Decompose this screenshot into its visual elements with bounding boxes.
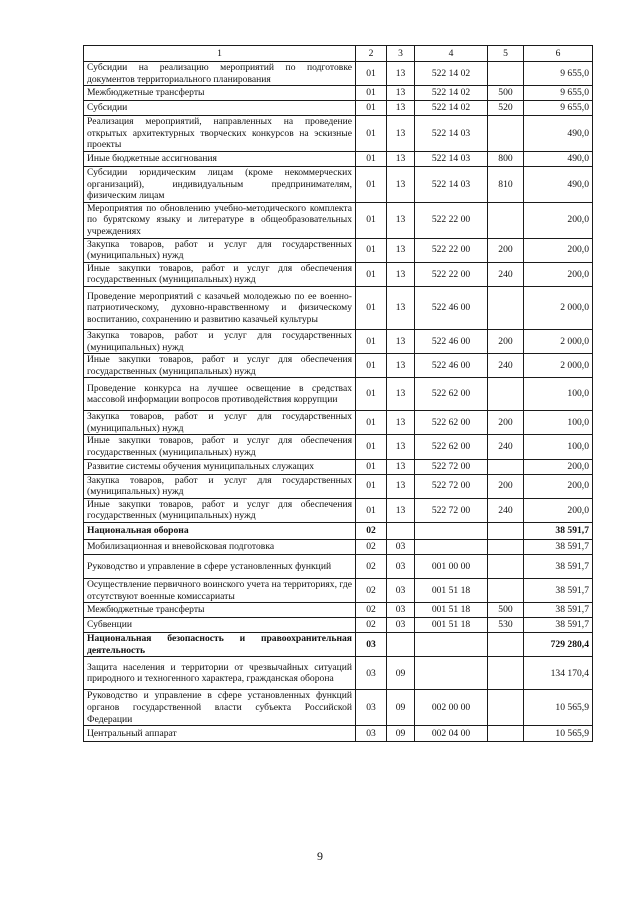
row-section-code: 03: [356, 657, 387, 690]
row-section-code: 01: [356, 459, 387, 474]
row-amount: 134 170,4: [524, 657, 593, 690]
row-target-article: 522 14 02: [415, 101, 488, 116]
row-subsection-code: [387, 633, 415, 657]
row-amount: 490,0: [524, 116, 593, 152]
row-section-code: 02: [356, 523, 387, 540]
row-target-article: 522 62 00: [415, 411, 488, 435]
row-expense-type: [488, 202, 524, 238]
table-row: [84, 411, 593, 435]
row-expense-type: 800: [488, 151, 524, 166]
row-section-code: 01: [356, 116, 387, 152]
row-subsection-code: 03: [387, 618, 415, 633]
row-subsection-code: 03: [387, 603, 415, 618]
row-expense-type: 530: [488, 618, 524, 633]
table-row: [84, 166, 593, 202]
row-expense-type: [488, 116, 524, 152]
table-row: [84, 262, 593, 286]
table-row: [84, 618, 593, 633]
row-expense-type: [488, 726, 524, 742]
row-subsection-code: 13: [387, 101, 415, 116]
row-subsection-code: 03: [387, 579, 415, 603]
row-target-article: 522 14 03: [415, 166, 488, 202]
row-name: Субсидии юридическим лицам (кроме некоммерческих организаций), индивидуальным предпринимателям, физическим лицам: [84, 166, 356, 202]
row-section-code: 03: [356, 690, 387, 726]
table-row: [84, 101, 593, 116]
row-target-article: 522 22 00: [415, 262, 488, 286]
row-amount: 2 000,0: [524, 286, 593, 329]
row-section-code: 01: [356, 262, 387, 286]
table-row: [84, 603, 593, 618]
row-amount: 200,0: [524, 474, 593, 498]
row-name: Мобилизационная и вневойсковая подготовка: [84, 540, 356, 555]
row-name: Закупка товаров, работ и услуг для государственных (муниципальных) нужд: [84, 238, 356, 262]
row-subsection-code: 13: [387, 459, 415, 474]
row-target-article: 002 00 00: [415, 690, 488, 726]
row-target-article: 522 14 02: [415, 62, 488, 86]
row-section-code: 01: [356, 86, 387, 101]
row-name: Развитие системы обучения муниципальных служащих: [84, 459, 356, 474]
row-name: Реализация мероприятий, направленных на проведение открытых архитектурных творческих конкурсов на эскизные проекты: [84, 116, 356, 152]
header-col-6: 6: [524, 46, 593, 62]
row-name: Осуществление первичного воинского учета на территориях, где отсутствуют военные комиссариаты: [84, 579, 356, 603]
table-row: [84, 657, 593, 690]
row-expense-type: [488, 633, 524, 657]
row-name: Мероприятия по обновлению учебно-методического комплекта по бурятскому языку и литературе в общеобразовательных учреждениях: [84, 202, 356, 238]
table-row: [84, 435, 593, 459]
row-section-code: 01: [356, 435, 387, 459]
row-amount: 200,0: [524, 262, 593, 286]
row-subsection-code: 13: [387, 378, 415, 411]
row-subsection-code: 09: [387, 690, 415, 726]
row-target-article: 522 14 03: [415, 116, 488, 152]
table-row: [84, 329, 593, 353]
row-expense-type: [488, 579, 524, 603]
row-target-article: 522 14 02: [415, 86, 488, 101]
row-name: Проведение конкурса на лучшее освещение в средствах массовой информации вопросов противодействия коррупции: [84, 378, 356, 411]
row-target-article: 001 00 00: [415, 555, 488, 579]
row-expense-type: [488, 540, 524, 555]
row-expense-type: 520: [488, 101, 524, 116]
row-amount: 200,0: [524, 459, 593, 474]
row-name: Иные закупки товаров, работ и услуг для обеспечения государственных (муниципальных) нужд: [84, 354, 356, 378]
row-subsection-code: 13: [387, 262, 415, 286]
row-target-article: 522 62 00: [415, 435, 488, 459]
row-name: Иные закупки товаров, работ и услуг для обеспечения государственных (муниципальных) нужд: [84, 498, 356, 522]
row-expense-type: [488, 459, 524, 474]
row-name: Руководство и управление в сфере установленных функций: [84, 555, 356, 579]
row-amount: 200,0: [524, 238, 593, 262]
row-amount: 100,0: [524, 378, 593, 411]
row-name: Субвенции: [84, 618, 356, 633]
row-target-article: [415, 633, 488, 657]
row-expense-type: 240: [488, 262, 524, 286]
row-amount: 38 591,7: [524, 579, 593, 603]
budget-table: [83, 45, 593, 742]
row-amount: 729 280,4: [524, 633, 593, 657]
row-subsection-code: 13: [387, 435, 415, 459]
row-amount: 9 655,0: [524, 62, 593, 86]
row-target-article: [415, 523, 488, 540]
row-subsection-code: 03: [387, 540, 415, 555]
row-section-code: 01: [356, 101, 387, 116]
row-target-article: [415, 540, 488, 555]
row-expense-type: 240: [488, 435, 524, 459]
row-target-article: 522 62 00: [415, 378, 488, 411]
row-expense-type: [488, 657, 524, 690]
row-name: Межбюджетные трансферты: [84, 86, 356, 101]
row-section-code: 01: [356, 166, 387, 202]
header-col-4: 4: [415, 46, 488, 62]
row-amount: 200,0: [524, 498, 593, 522]
row-expense-type: [488, 62, 524, 86]
row-name: Центральный аппарат: [84, 726, 356, 742]
row-name: Закупка товаров, работ и услуг для государственных (муниципальных) нужд: [84, 474, 356, 498]
table-row: [84, 633, 593, 657]
row-subsection-code: 13: [387, 238, 415, 262]
row-target-article: 522 46 00: [415, 329, 488, 353]
header-col-2: 2: [356, 46, 387, 62]
table-body: [84, 62, 593, 742]
row-expense-type: [488, 555, 524, 579]
header-col-3: 3: [387, 46, 415, 62]
table-row: [84, 726, 593, 742]
row-section-code: 02: [356, 579, 387, 603]
table-row: [84, 62, 593, 86]
row-section-code: 01: [356, 238, 387, 262]
row-target-article: 001 51 18: [415, 579, 488, 603]
row-amount: 2 000,0: [524, 329, 593, 353]
row-amount: 100,0: [524, 411, 593, 435]
table-row: [84, 555, 593, 579]
table-row: [84, 579, 593, 603]
row-section-code: 03: [356, 633, 387, 657]
table-row: [84, 459, 593, 474]
row-amount: 490,0: [524, 151, 593, 166]
row-section-code: 01: [356, 411, 387, 435]
row-expense-type: 810: [488, 166, 524, 202]
table-row: [84, 498, 593, 522]
row-expense-type: 200: [488, 474, 524, 498]
row-expense-type: 500: [488, 86, 524, 101]
row-expense-type: [488, 378, 524, 411]
row-expense-type: [488, 690, 524, 726]
row-section-code: 01: [356, 286, 387, 329]
row-section-code: 01: [356, 202, 387, 238]
row-target-article: 522 72 00: [415, 498, 488, 522]
row-subsection-code: 13: [387, 354, 415, 378]
row-subsection-code: 13: [387, 166, 415, 202]
row-subsection-code: [387, 523, 415, 540]
row-name: Межбюджетные трансферты: [84, 603, 356, 618]
row-name: Закупка товаров, работ и услуг для государственных (муниципальных) нужд: [84, 329, 356, 353]
row-target-article: 522 72 00: [415, 459, 488, 474]
row-name: Субсидии на реализацию мероприятий по подготовке документов территориального планирования: [84, 62, 356, 86]
row-amount: 9 655,0: [524, 86, 593, 101]
row-section-code: 01: [356, 378, 387, 411]
row-expense-type: [488, 523, 524, 540]
table-row: [84, 202, 593, 238]
row-subsection-code: 13: [387, 286, 415, 329]
row-name: Национальная безопасность и правоохранительная деятельность: [84, 633, 356, 657]
row-expense-type: 200: [488, 238, 524, 262]
row-target-article: 522 22 00: [415, 238, 488, 262]
page-number: 9: [317, 849, 323, 863]
row-amount: 9 655,0: [524, 101, 593, 116]
row-subsection-code: 13: [387, 411, 415, 435]
header-row: [84, 46, 593, 62]
row-name: Иные закупки товаров, работ и услуг для обеспечения государственных (муниципальных) нужд: [84, 435, 356, 459]
header-col-1: 1: [84, 46, 356, 62]
row-section-code: 02: [356, 618, 387, 633]
row-target-article: 522 72 00: [415, 474, 488, 498]
table-row: [84, 378, 593, 411]
table-row: [84, 116, 593, 152]
table-row: [84, 86, 593, 101]
table-row: [84, 151, 593, 166]
row-expense-type: 500: [488, 603, 524, 618]
row-subsection-code: 09: [387, 726, 415, 742]
row-amount: 100,0: [524, 435, 593, 459]
row-subsection-code: 13: [387, 62, 415, 86]
row-subsection-code: 03: [387, 555, 415, 579]
row-amount: 10 565,9: [524, 690, 593, 726]
row-name: Национальная оборона: [84, 523, 356, 540]
table-row: [84, 540, 593, 555]
row-amount: 38 591,7: [524, 523, 593, 540]
table-row: [84, 238, 593, 262]
row-subsection-code: 13: [387, 498, 415, 522]
row-section-code: 02: [356, 603, 387, 618]
row-amount: 200,0: [524, 202, 593, 238]
row-target-article: 522 22 00: [415, 202, 488, 238]
row-name: Проведение мероприятий с казачьей молодежью по ее военно-патриотическому, духовно-нравственному и физическому воспитанию, сохранению и развитию казачьей культуры: [84, 286, 356, 329]
row-section-code: 01: [356, 151, 387, 166]
row-section-code: 01: [356, 498, 387, 522]
row-subsection-code: 13: [387, 151, 415, 166]
row-expense-type: 200: [488, 411, 524, 435]
row-section-code: 02: [356, 555, 387, 579]
row-name: Защита населения и территории от чрезвычайных ситуаций природного и техногенного характера, гражданская оборона: [84, 657, 356, 690]
row-target-article: 522 14 03: [415, 151, 488, 166]
row-name: Закупка товаров, работ и услуг для государственных (муниципальных) нужд: [84, 411, 356, 435]
row-subsection-code: 13: [387, 86, 415, 101]
row-target-article: 522 46 00: [415, 286, 488, 329]
row-target-article: 002 04 00: [415, 726, 488, 742]
row-target-article: 001 51 18: [415, 603, 488, 618]
row-amount: 38 591,7: [524, 555, 593, 579]
header-col-5: 5: [488, 46, 524, 62]
table-row: [84, 354, 593, 378]
table-row: [84, 474, 593, 498]
table-row: [84, 523, 593, 540]
row-section-code: 01: [356, 474, 387, 498]
row-section-code: 01: [356, 354, 387, 378]
row-amount: 490,0: [524, 166, 593, 202]
row-amount: 2 000,0: [524, 354, 593, 378]
row-amount: 10 565,9: [524, 726, 593, 742]
row-section-code: 03: [356, 726, 387, 742]
row-target-article: 522 46 00: [415, 354, 488, 378]
row-subsection-code: 13: [387, 329, 415, 353]
row-subsection-code: 13: [387, 474, 415, 498]
row-section-code: 01: [356, 62, 387, 86]
row-section-code: 01: [356, 329, 387, 353]
row-name: Иные бюджетные ассигнования: [84, 151, 356, 166]
row-section-code: 02: [356, 540, 387, 555]
row-amount: 38 591,7: [524, 618, 593, 633]
table-row: [84, 690, 593, 726]
row-subsection-code: 13: [387, 116, 415, 152]
row-name: Руководство и управление в сфере установленных функций органов государственной власти субъекта Российской Федерации: [84, 690, 356, 726]
row-expense-type: 240: [488, 354, 524, 378]
row-name: Субсидии: [84, 101, 356, 116]
row-target-article: [415, 657, 488, 690]
row-subsection-code: 13: [387, 202, 415, 238]
row-amount: 38 591,7: [524, 540, 593, 555]
row-target-article: 001 51 18: [415, 618, 488, 633]
row-expense-type: 240: [488, 498, 524, 522]
row-expense-type: 200: [488, 329, 524, 353]
row-subsection-code: 09: [387, 657, 415, 690]
table-row: [84, 286, 593, 329]
row-amount: 38 591,7: [524, 603, 593, 618]
row-name: Иные закупки товаров, работ и услуг для обеспечения государственных (муниципальных) нужд: [84, 262, 356, 286]
row-expense-type: [488, 286, 524, 329]
